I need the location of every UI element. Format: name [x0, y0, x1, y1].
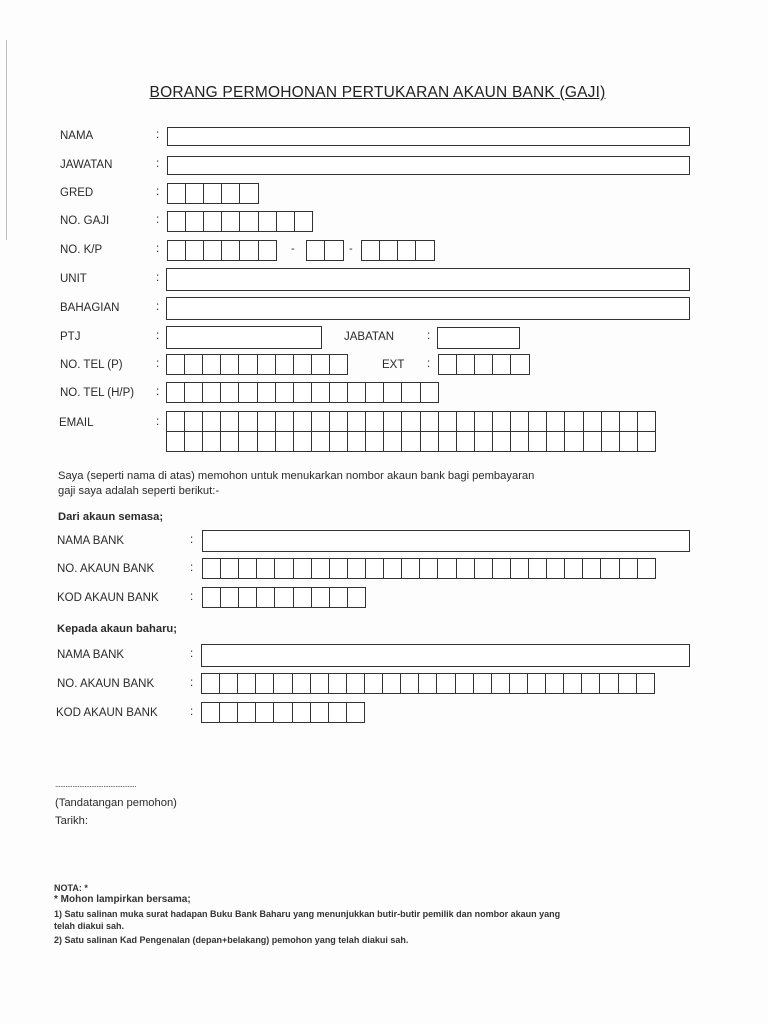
character-cell[interactable]: [293, 431, 313, 452]
character-cell[interactable]: [365, 431, 385, 452]
colon: :: [427, 330, 431, 342]
character-cell[interactable]: [528, 558, 548, 579]
date-label: Tarikh:: [55, 815, 88, 827]
scan-edge: [6, 40, 7, 240]
dash: -: [291, 243, 295, 255]
signature-label: (Tandatangan pemohon): [55, 797, 177, 809]
character-cell[interactable]: [619, 411, 639, 432]
character-cell[interactable]: [167, 240, 187, 261]
character-cell[interactable]: [436, 673, 456, 694]
unit-field[interactable]: [166, 268, 690, 291]
character-cell[interactable]: [292, 673, 312, 694]
character-cell[interactable]: [420, 411, 440, 432]
colon: :: [156, 129, 160, 141]
character-cell[interactable]: [166, 354, 186, 375]
new-nama-bank-field[interactable]: [201, 644, 690, 667]
character-cell[interactable]: [564, 431, 584, 452]
colon: :: [156, 358, 160, 370]
character-cell[interactable]: [419, 558, 439, 579]
character-cell[interactable]: [166, 382, 186, 403]
character-cell[interactable]: [220, 587, 240, 608]
character-cell[interactable]: [310, 702, 330, 723]
character-cell[interactable]: [293, 382, 313, 403]
character-cell[interactable]: [311, 382, 331, 403]
character-cell[interactable]: [347, 411, 367, 432]
character-cell[interactable]: [276, 211, 296, 232]
character-cell[interactable]: [293, 411, 313, 432]
character-cell[interactable]: [257, 431, 277, 452]
character-cell[interactable]: [329, 558, 349, 579]
character-cell[interactable]: [637, 411, 657, 432]
new-kod-akaun-cells[interactable]: [201, 702, 364, 723]
character-cell[interactable]: [583, 431, 603, 452]
character-cell[interactable]: [273, 702, 293, 723]
character-cell[interactable]: [563, 673, 583, 694]
character-cell[interactable]: [415, 240, 435, 261]
character-cell[interactable]: [238, 411, 258, 432]
character-cell[interactable]: [221, 183, 241, 204]
character-cell[interactable]: [275, 431, 295, 452]
character-cell[interactable]: [293, 354, 313, 375]
form-title: BORANG PERMOHONAN PERTUKARAN AKAUN BANK (GAJI): [149, 84, 606, 101]
character-cell[interactable]: [546, 558, 566, 579]
character-cell[interactable]: [238, 354, 258, 375]
character-cell[interactable]: [456, 411, 476, 432]
label-current-kod-akaun: KOD AKAUN BANK: [57, 592, 159, 604]
current-no-akaun-cells[interactable]: [202, 558, 655, 579]
character-cell[interactable]: [184, 354, 204, 375]
character-cell[interactable]: [382, 673, 402, 694]
character-cell[interactable]: [401, 411, 421, 432]
notes-item-1: 1) Satu salinan muka surat hadapan Buku Bank Baharu yang menunjukkan butir-butir pemilik dan nombor akaun yang: [54, 909, 561, 919]
character-cell[interactable]: [329, 354, 349, 375]
statement-line-2: gaji saya adalah seperti berikut:-: [58, 485, 220, 497]
character-cell[interactable]: [637, 558, 657, 579]
colon: :: [156, 158, 160, 170]
character-cell[interactable]: [202, 558, 222, 579]
character-cell[interactable]: [292, 702, 312, 723]
character-cell[interactable]: [383, 382, 403, 403]
character-cell[interactable]: [492, 558, 512, 579]
no-tel-hp-cells[interactable]: [166, 382, 438, 403]
character-cell[interactable]: [383, 411, 403, 432]
new-no-akaun-cells[interactable]: [201, 673, 654, 694]
label-bahagian: BAHAGIAN: [60, 302, 120, 314]
character-cell[interactable]: [437, 558, 457, 579]
character-cell[interactable]: [401, 382, 421, 403]
character-cell[interactable]: [510, 431, 530, 452]
colon: :: [190, 677, 194, 689]
character-cell[interactable]: [239, 211, 259, 232]
character-cell[interactable]: [636, 673, 656, 694]
character-cell[interactable]: [238, 558, 258, 579]
character-cell[interactable]: [238, 587, 258, 608]
character-cell[interactable]: [365, 382, 385, 403]
character-cell[interactable]: [491, 673, 511, 694]
character-cell[interactable]: [202, 587, 222, 608]
character-cell[interactable]: [420, 382, 440, 403]
character-cell[interactable]: [273, 673, 293, 694]
new-account-heading: Kepada akaun baharu;: [57, 623, 177, 635]
jawatan-field[interactable]: [167, 156, 690, 175]
character-cell[interactable]: [255, 673, 275, 694]
character-cell[interactable]: [167, 183, 187, 204]
colon: :: [156, 416, 160, 428]
character-cell[interactable]: [220, 382, 240, 403]
label-jawatan: JAWATAN: [60, 159, 113, 171]
character-cell[interactable]: [418, 673, 438, 694]
character-cell[interactable]: [166, 411, 186, 432]
character-cell[interactable]: [239, 183, 259, 204]
label-new-no-akaun: NO. AKAUN BANK: [57, 678, 155, 690]
character-cell[interactable]: [219, 702, 239, 723]
character-cell[interactable]: [203, 183, 223, 204]
character-cell[interactable]: [473, 673, 493, 694]
statement-line-1: Saya (seperti nama di atas) memohon untuk menukarkan nombor akaun bank bagi pembayaran: [58, 470, 535, 482]
email-cells-row-1[interactable]: [166, 411, 655, 432]
character-cell[interactable]: [310, 673, 330, 694]
label-current-nama-bank: NAMA BANK: [57, 535, 125, 547]
character-cell[interactable]: [258, 240, 278, 261]
character-cell[interactable]: [619, 431, 639, 452]
colon: :: [156, 243, 160, 255]
character-cell[interactable]: [347, 382, 367, 403]
character-cell[interactable]: [329, 382, 349, 403]
character-cell[interactable]: [509, 673, 529, 694]
no-kp-cells-3[interactable]: [361, 240, 433, 261]
colon: :: [190, 562, 194, 574]
character-cell[interactable]: [401, 431, 421, 452]
character-cell[interactable]: [456, 354, 476, 375]
jabatan-field[interactable]: [437, 327, 520, 349]
colon: :: [156, 301, 160, 313]
notes-heading: NOTA: *: [54, 883, 88, 893]
notes-item-1-cont: telah diakui sah.: [54, 921, 125, 931]
character-cell[interactable]: [474, 558, 494, 579]
character-cell[interactable]: [379, 240, 399, 261]
character-cell[interactable]: [275, 354, 295, 375]
character-cell[interactable]: [167, 211, 187, 232]
character-cell[interactable]: [311, 354, 331, 375]
no-gaji-cells[interactable]: [167, 211, 312, 232]
current-nama-bank-field[interactable]: [202, 530, 690, 552]
nama-field[interactable]: [167, 127, 690, 146]
character-cell[interactable]: [257, 354, 277, 375]
character-cell[interactable]: [510, 558, 530, 579]
character-cell[interactable]: [492, 431, 512, 452]
email-cells-row-2[interactable]: [166, 431, 655, 452]
dash: -: [349, 243, 353, 255]
character-cell[interactable]: [474, 354, 494, 375]
label-new-kod-akaun: KOD AKAUN BANK: [56, 707, 158, 719]
character-cell[interactable]: [257, 382, 277, 403]
no-kp-cells-2[interactable]: [306, 240, 342, 261]
character-cell[interactable]: [275, 411, 295, 432]
character-cell[interactable]: [329, 431, 349, 452]
character-cell[interactable]: [583, 411, 603, 432]
label-ptj: PTJ: [60, 331, 81, 343]
current-kod-akaun-cells[interactable]: [202, 587, 365, 608]
character-cell[interactable]: [581, 673, 601, 694]
character-cell[interactable]: [293, 558, 313, 579]
colon: :: [156, 186, 160, 198]
character-cell[interactable]: [257, 411, 277, 432]
character-cell[interactable]: [275, 382, 295, 403]
character-cell[interactable]: [346, 673, 366, 694]
character-cell[interactable]: [294, 211, 314, 232]
character-cell[interactable]: [311, 558, 331, 579]
character-cell[interactable]: [438, 431, 458, 452]
character-cell[interactable]: [293, 587, 313, 608]
label-no-gaji: NO. GAJI: [60, 215, 110, 227]
label-current-no-akaun: NO. AKAUN BANK: [57, 563, 155, 575]
label-ext: EXT: [382, 359, 405, 371]
character-cell[interactable]: [311, 587, 331, 608]
character-cell[interactable]: [237, 702, 257, 723]
character-cell[interactable]: [201, 673, 221, 694]
character-cell[interactable]: [328, 673, 348, 694]
character-cell[interactable]: [311, 411, 331, 432]
character-cell[interactable]: [329, 411, 349, 432]
character-cell[interactable]: [456, 558, 476, 579]
label-unit: UNIT: [60, 273, 87, 285]
ptj-field[interactable]: [166, 326, 322, 349]
character-cell[interactable]: [203, 211, 223, 232]
label-no-tel-p: NO. TEL (P): [60, 359, 123, 371]
character-cell[interactable]: [238, 382, 258, 403]
character-cell[interactable]: [219, 673, 239, 694]
character-cell[interactable]: [185, 240, 205, 261]
character-cell[interactable]: [274, 558, 294, 579]
character-cell[interactable]: [400, 673, 420, 694]
character-cell[interactable]: [220, 431, 240, 452]
character-cell[interactable]: [546, 411, 566, 432]
label-email: EMAIL: [59, 417, 94, 429]
character-cell[interactable]: [619, 558, 639, 579]
current-account-heading: Dari akaun semasa;: [58, 511, 164, 523]
character-cell[interactable]: [185, 183, 205, 204]
character-cell[interactable]: [582, 558, 602, 579]
character-cell[interactable]: [220, 558, 240, 579]
character-cell[interactable]: [528, 431, 548, 452]
character-cell[interactable]: [220, 354, 240, 375]
signature-line[interactable]: ...............................................: [55, 780, 136, 789]
character-cell[interactable]: [601, 431, 621, 452]
character-cell[interactable]: [258, 211, 278, 232]
label-gred: GRED: [60, 187, 94, 199]
character-cell[interactable]: [311, 431, 331, 452]
character-cell[interactable]: [456, 431, 476, 452]
character-cell[interactable]: [510, 354, 530, 375]
character-cell[interactable]: [203, 240, 223, 261]
character-cell[interactable]: [510, 411, 530, 432]
colon: :: [190, 706, 194, 718]
character-cell[interactable]: [255, 702, 275, 723]
character-cell[interactable]: [306, 240, 326, 261]
label-jabatan: JABATAN: [344, 331, 395, 343]
character-cell[interactable]: [527, 673, 547, 694]
character-cell[interactable]: [637, 431, 657, 452]
character-cell[interactable]: [599, 673, 619, 694]
character-cell[interactable]: [329, 587, 349, 608]
character-cell[interactable]: [438, 354, 458, 375]
character-cell[interactable]: [221, 240, 241, 261]
character-cell[interactable]: [364, 673, 384, 694]
character-cell[interactable]: [184, 431, 204, 452]
colon: :: [156, 272, 160, 284]
character-cell[interactable]: [184, 411, 204, 432]
character-cell[interactable]: [474, 411, 494, 432]
ext-cells[interactable]: [438, 354, 529, 375]
character-cell[interactable]: [328, 702, 348, 723]
character-cell[interactable]: [202, 431, 222, 452]
character-cell[interactable]: [492, 411, 512, 432]
character-cell[interactable]: [256, 587, 276, 608]
colon: :: [156, 386, 160, 398]
character-cell[interactable]: [256, 558, 276, 579]
character-cell[interactable]: [601, 411, 621, 432]
character-cell[interactable]: [347, 431, 367, 452]
character-cell[interactable]: [438, 411, 458, 432]
character-cell[interactable]: [361, 240, 381, 261]
gred-cells[interactable]: [167, 183, 258, 204]
no-tel-p-cells[interactable]: [166, 354, 347, 375]
character-cell[interactable]: [347, 558, 367, 579]
bahagian-field[interactable]: [166, 297, 690, 320]
character-cell[interactable]: [564, 558, 584, 579]
colon: :: [156, 330, 160, 342]
character-cell[interactable]: [383, 558, 403, 579]
character-cell[interactable]: [166, 431, 186, 452]
colon: :: [427, 358, 431, 370]
character-cell[interactable]: [365, 411, 385, 432]
colon: :: [190, 534, 194, 546]
character-cell[interactable]: [545, 673, 565, 694]
character-cell[interactable]: [492, 354, 512, 375]
character-cell[interactable]: [365, 558, 385, 579]
character-cell[interactable]: [528, 411, 548, 432]
character-cell[interactable]: [237, 673, 257, 694]
no-kp-cells-1[interactable]: [167, 240, 276, 261]
character-cell[interactable]: [324, 240, 344, 261]
character-cell[interactable]: [220, 411, 240, 432]
label-no-tel-hp: NO. TEL (H/P): [60, 387, 135, 399]
character-cell[interactable]: [221, 211, 241, 232]
character-cell[interactable]: [347, 587, 367, 608]
character-cell[interactable]: [185, 211, 205, 232]
character-cell[interactable]: [420, 431, 440, 452]
notes-intro: * Mohon lampirkan bersama;: [54, 894, 191, 905]
notes-item-2: 2) Satu salinan Kad Pengenalan (depan+belakang) pemohon yang telah diakui sah.: [54, 935, 409, 945]
label-nama: NAMA: [60, 130, 94, 142]
character-cell[interactable]: [274, 587, 294, 608]
character-cell[interactable]: [600, 558, 620, 579]
character-cell[interactable]: [202, 354, 222, 375]
colon: :: [190, 648, 194, 660]
character-cell[interactable]: [455, 673, 475, 694]
character-cell[interactable]: [201, 702, 221, 723]
character-cell[interactable]: [184, 382, 204, 403]
character-cell[interactable]: [564, 411, 584, 432]
colon: :: [156, 214, 160, 226]
character-cell[interactable]: [238, 431, 258, 452]
character-cell[interactable]: [401, 558, 421, 579]
character-cell[interactable]: [397, 240, 417, 261]
character-cell[interactable]: [239, 240, 259, 261]
character-cell[interactable]: [546, 431, 566, 452]
character-cell[interactable]: [618, 673, 638, 694]
character-cell[interactable]: [346, 702, 366, 723]
character-cell[interactable]: [202, 382, 222, 403]
character-cell[interactable]: [383, 431, 403, 452]
label-no-kp: NO. K/P: [60, 244, 103, 256]
colon: :: [190, 591, 194, 603]
character-cell[interactable]: [474, 431, 494, 452]
character-cell[interactable]: [202, 411, 222, 432]
label-new-nama-bank: NAMA BANK: [57, 649, 125, 661]
